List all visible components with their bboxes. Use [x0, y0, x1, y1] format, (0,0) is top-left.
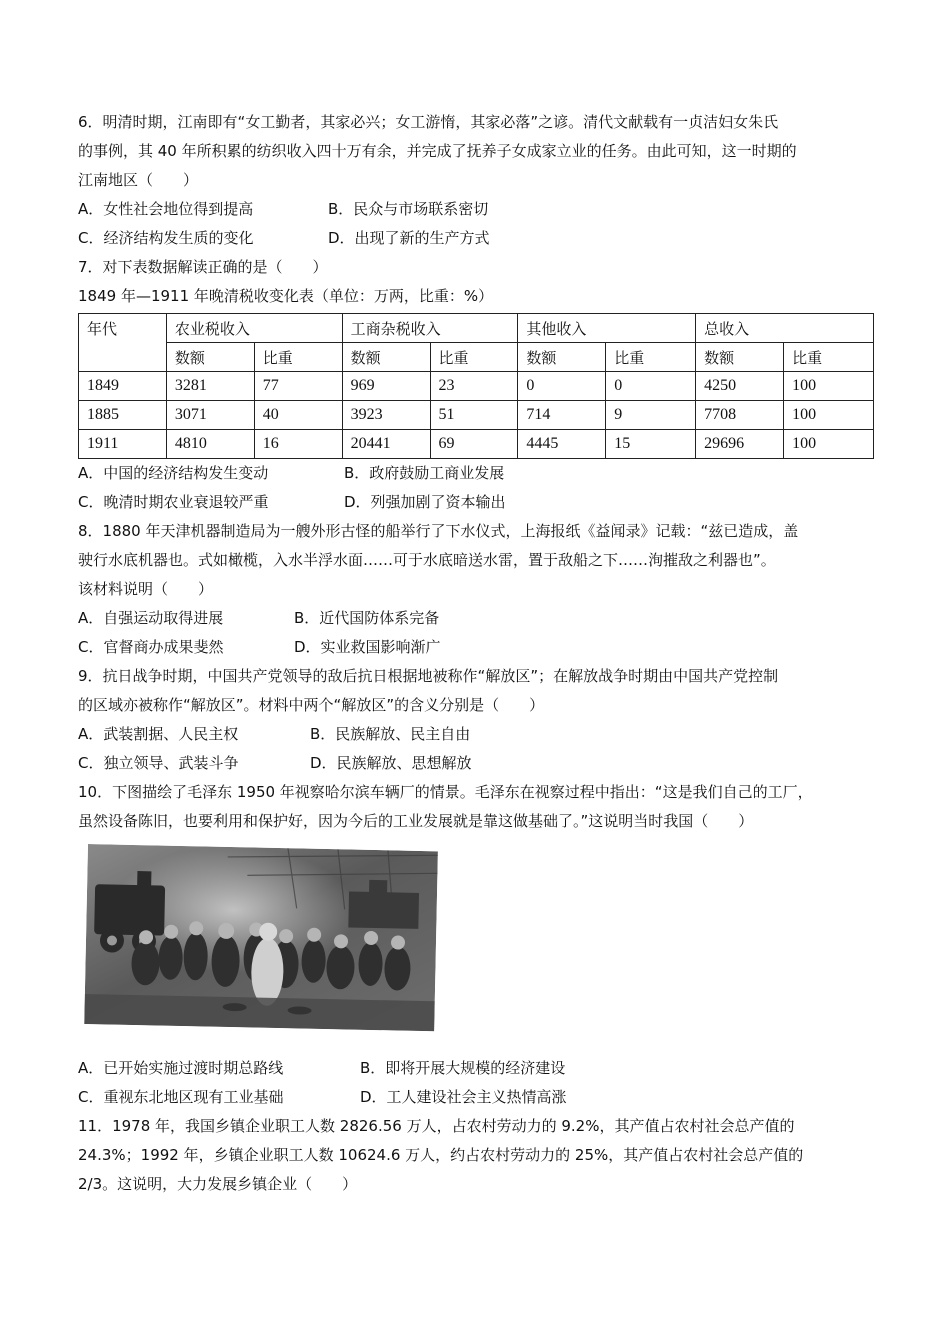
question-7-options-row-2 [78, 488, 878, 517]
subheader-cell: 比重 [430, 343, 518, 372]
question-10-option-d[interactable]: D．工人建设社会主义热情高涨 [360, 1088, 567, 1106]
question-9-stem-line-1: 9．抗日战争时期，中国共产党领导的敌后抗日根据地被称作“解放区”；在解放战争时期由中国共产党控制 [78, 667, 779, 685]
table-header-row [79, 314, 874, 343]
question-7-options-row-1 [78, 459, 878, 488]
table-cell: 16 [254, 430, 342, 459]
question-7-option-a[interactable]: A．中国的经济结构发生变动 [78, 464, 269, 482]
question-9-option-d[interactable]: D．民族解放、思想解放 [310, 754, 472, 772]
question-6-options-row-2 [78, 224, 878, 253]
question-10-stem-line-2: 虽然设备陈旧，也要利用和保护好，因为今后的工业发展就是靠这做基础了。”这说明当时我国（ ） [78, 812, 754, 830]
subheader-cell: 比重 [254, 343, 342, 372]
table-caption: 1849 年—1911 年晚清税收变化表（单位：万两，比重：%） [78, 287, 494, 305]
question-8-stem-line-2: 驶行水底机器也。式如橄榄，入水半浮水面……可于水底暗送水雷，置于敌船之下……洵摧敌之利器也”。 [78, 551, 776, 569]
table-cell: 714 [518, 401, 606, 430]
header-group-other: 其他收入 [518, 314, 696, 343]
table-cell: 40 [254, 401, 342, 430]
table-row [79, 430, 874, 459]
question-10-option-c[interactable]: C．重视东北地区现有工业基础 [78, 1088, 284, 1106]
table-cell: 15 [606, 430, 696, 459]
table-cell: 100 [784, 401, 874, 430]
question-10-options-row-1 [78, 1054, 878, 1083]
subheader-cell: 数额 [518, 343, 606, 372]
question-8-stem-line-3: 该材料说明（ ） [78, 580, 214, 598]
question-11 [78, 1112, 878, 1199]
subheader-cell: 比重 [606, 343, 696, 372]
table-row [79, 372, 874, 401]
table-cell: 3071 [166, 401, 254, 430]
table-cell: 1885 [79, 401, 167, 430]
question-6-option-d[interactable]: D．出现了新的生产方式 [328, 229, 490, 247]
table-cell: 4810 [166, 430, 254, 459]
question-7-option-c[interactable]: C．晚清时期农业衰退较严重 [78, 493, 269, 511]
question-6-stem-line-3: 江南地区（ ） [78, 171, 199, 189]
question-7 [78, 253, 878, 517]
question-9-options-row-1 [78, 720, 878, 749]
subheader-cell: 比重 [784, 343, 874, 372]
table-cell: 69 [430, 430, 518, 459]
question-6-options-row-1 [78, 195, 878, 224]
table-cell: 9 [606, 401, 696, 430]
question-8-option-a[interactable]: A．自强运动取得进展 [78, 609, 224, 627]
question-9-options-row-2 [78, 749, 878, 778]
table-cell: 3281 [166, 372, 254, 401]
question-10 [78, 778, 878, 1112]
question-6-option-b[interactable]: B．民众与市场联系密切 [328, 200, 489, 218]
tax-table [78, 313, 874, 459]
table-cell: 77 [254, 372, 342, 401]
question-8-option-b[interactable]: B．近代国防体系完备 [294, 609, 440, 627]
subheader-cell: 数额 [696, 343, 784, 372]
table-cell: 1849 [79, 372, 167, 401]
table-cell: 29696 [696, 430, 784, 459]
question-6-stem-line-2: 的事例，其 40 年所积累的纺织收入四十万有余，并完成了抚养子女成家立业的任务。由此可知，这一时期的 [78, 142, 797, 160]
question-11-stem-line-2: 24.3%；1992 年，乡镇企业职工人数 10624.6 万人，约占农村劳动力的 25%，其产值占农村社会总产值的 [78, 1146, 804, 1164]
table-cell: 4445 [518, 430, 606, 459]
question-7-option-d[interactable]: D．列强加剧了资本输出 [344, 493, 506, 511]
header-group-agri: 农业税收入 [166, 314, 342, 343]
question-9-stem-line-2: 的区域亦被称作“解放区”。材料中两个“解放区”的含义分别是（ ） [78, 696, 545, 714]
table-cell: 1911 [79, 430, 167, 459]
question-8-options-row-2 [78, 633, 878, 662]
subheader-cell: 数额 [342, 343, 430, 372]
table-cell: 20441 [342, 430, 430, 459]
question-10-option-a[interactable]: A．已开始实施过渡时期总路线 [78, 1059, 284, 1077]
header-year: 年代 [79, 314, 167, 372]
question-6-option-a[interactable]: A．女性社会地位得到提高 [78, 200, 254, 218]
table-cell: 23 [430, 372, 518, 401]
table-cell: 3923 [342, 401, 430, 430]
question-9-option-c[interactable]: C．独立领导、武装斗争 [78, 754, 239, 772]
table-cell: 4250 [696, 372, 784, 401]
question-9-option-b[interactable]: B．民族解放、民主自由 [310, 725, 471, 743]
table-cell: 51 [430, 401, 518, 430]
question-10-option-b[interactable]: B．即将开展大规模的经济建设 [360, 1059, 566, 1077]
table-cell: 100 [784, 372, 874, 401]
question-9-option-a[interactable]: A．武装割据、人民主权 [78, 725, 239, 743]
table-cell: 100 [784, 430, 874, 459]
table-subheader-row [79, 343, 874, 372]
table-row [79, 401, 874, 430]
question-7-option-b[interactable]: B．政府鼓励工商业发展 [344, 464, 505, 482]
factory-inspection-illustration [84, 844, 438, 1031]
question-6-stem-line-1: 6．明清时期，江南即有“女工勤者，其家必兴；女工游惰，其家必落”之谚。清代文献载有一贞洁妇女朱氏 [78, 113, 779, 131]
question-8 [78, 517, 878, 662]
factory-inspection-photo [84, 844, 448, 1051]
exam-page [78, 108, 878, 1199]
table-cell: 969 [342, 372, 430, 401]
question-8-option-d[interactable]: D．实业救国影响渐广 [294, 638, 441, 656]
question-7-stem: 7．对下表数据解读正确的是（ ） [78, 258, 328, 276]
question-11-stem-line-1: 11．1978 年，我国乡镇企业职工人数 2826.56 万人，占农村劳动力的 9.2%，其产值占农村社会总产值的 [78, 1117, 795, 1135]
table-cell: 7708 [696, 401, 784, 430]
question-8-options-row-1 [78, 604, 878, 633]
table-cell: 0 [518, 372, 606, 401]
question-6 [78, 108, 878, 253]
question-10-stem-line-1: 10．下图描绘了毛泽东 1950 年视察哈尔滨车辆厂的情景。毛泽东在视察过程中指出：“这是我们自己的工厂， [78, 783, 813, 801]
header-group-commerce: 工商杂税收入 [342, 314, 518, 343]
question-10-options-row-2 [78, 1083, 878, 1112]
table-cell: 0 [606, 372, 696, 401]
question-8-option-c[interactable]: C．官督商办成果斐然 [78, 638, 224, 656]
question-11-stem-line-3: 2/3。这说明，大力发展乡镇企业（ ） [78, 1175, 358, 1193]
subheader-cell: 数额 [166, 343, 254, 372]
question-8-stem-line-1: 8．1880 年天津机器制造局为一艘外形古怪的船举行了下水仪式，上海报纸《益闻录》记载：“兹已造成，盖 [78, 522, 799, 540]
question-9 [78, 662, 878, 778]
header-group-total: 总收入 [696, 314, 874, 343]
question-6-option-c[interactable]: C．经济结构发生质的变化 [78, 229, 254, 247]
